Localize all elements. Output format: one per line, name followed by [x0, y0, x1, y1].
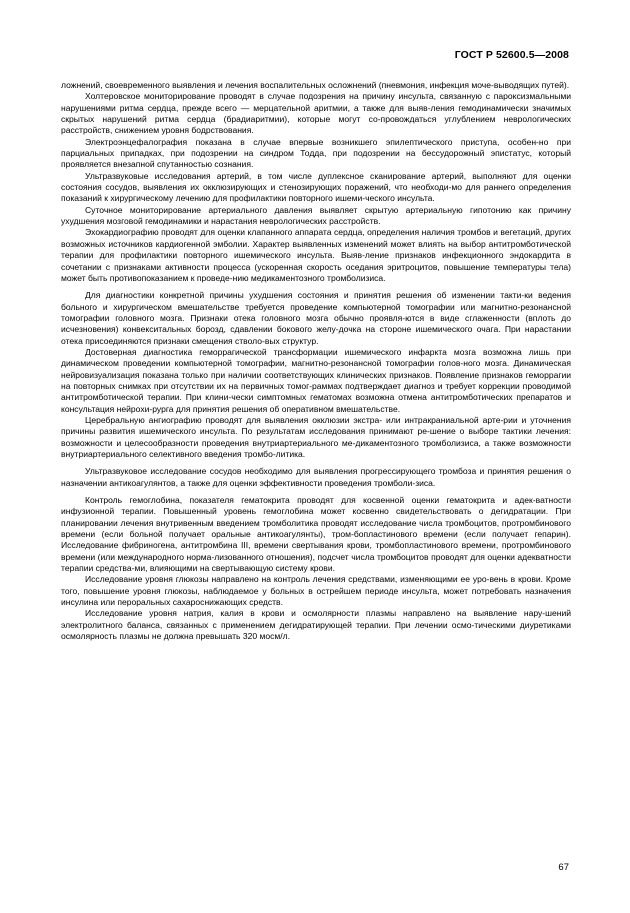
- paragraph-glucose: Исследование уровня глюкозы направлено на контроль лечения средствами, изменяющими ее уро-вень в крови. Кроме того, повышение уровня глюкозы, наблюдаемое у больных в острейшем периоде инсульта, может потребовать назначения инсулина или пероральных сахароснижающих средств.: [61, 574, 571, 608]
- paragraph-ultrasound-arteries: Ультразвуковые исследования артерий, в том числе дуплексное сканирование артерий, выполняют для оценки состояния сосудов, выявления их окклюзирующих и стенозирующих поражений, что необходи-мо для раннего определения показаний к хирургическому лечению для профилактики повторного ишеми-ческого инсульта.: [61, 170, 571, 204]
- paragraph-continuation: ложнений, своевременного выявления и лечения воспалительных осложнений (пневмония, инфекция моче-выводящих путей).: [61, 80, 570, 90]
- paragraph-bp-monitoring: Суточное мониторирование артериального давления выявляет скрытую артериальную гипотонию как причину ухудшения мозговой гемодинамики и нарастания неврологических расстройств.: [61, 204, 571, 227]
- paragraph-vessel-ultrasound: Ультразвуковое исследование сосудов необходимо для выявления прогрессирующего тромбоза и принятия решения о назначении антикоагулянтов, а также для оценки эффективности проведения тромболи-зиса.: [61, 466, 571, 488]
- paragraph-eeg: Электроэнцефалография показана в случае впервые возникшего эпилептического приступа, особен-но при парциальных припадках, при подозрении на синдром Тодда, при подозрении на бессудорожный эпистатус, который проявляется внезапной спутанностью сознания.: [61, 136, 571, 170]
- paragraph-electrolytes: Исследование уровня натрия, калия в крови и осмолярности плазмы направлено на выявление нару-шений электролитного баланса, связанных с применением дегидратирующей терапии. При лечении осмо-тическими диуретиками осмолярность плазмы не должна превышать 320 мосм/л.: [61, 608, 571, 642]
- paragraph-angiography: Церебральную ангиографию проводят для выявления окклюзии экстра- или интракраниальной арте-рии и уточнения причины развития ишемического инсульта. По результатам исследования принимают ре-шение о выборе тактики лечения: возможности и целесообразности проведения внутриартериального ме-дикаментозного тромболизиса, а также возможности внутриартериального селективного введения тромбо-литика.: [61, 414, 571, 459]
- paragraph-ct-mri: Для диагностики конкретной причины ухудшения состояния и принятия решения об изменении такти-ки ведения больного и хирургическом вмешательстве требуется проведение компьютерной томографии или магнитно-резонансной томографии головного мозга. Признаки отека головного мозга обычно проявля-ются в виде сглаженности (вплоть до исчезновения) конвекситальных борозд, сдавлении бокового желу-дочка на стороне ишемического очага. При нарастании отека присоединяются признаки смещения стволо-вых структур.: [61, 290, 571, 346]
- paragraph-holter: Холтеровское мониторирование проводят в случае подозрения на причину инсульта, связанную с пароксизмальными нарушениями ритма сердца, прежде всего — мерцательной аритмии, а также для выяв-ления гемодинамически значимых скрытых нарушений ритма сердца (брадиаритмии), которые могут со-провождаться углублением неврологических расстройств, снижением уровня бодрствования.: [61, 91, 571, 136]
- paragraph-hemoglobin: Контроль гемоглобина, показателя гематокрита проводят для косвенной оценки гематокрита и адек-ватности инфузионной терапии. Повышенный уровень гемоглобина может косвенно свидетельствовать о дегидратации. При планировании лечения внутривенным введением тромболитика проводят исследование числа тромбоцитов, протромбинового времени (если больной получает оральные антикоагулянты), тром-бопластинового времени (если получает гепарин). Исследование фибриногена, антитромбина III, времени свертывания крови, тромбопластинового времени, протромбинового времени (или международного норма-лизованного отношения), подсчет числа тромбоцитов проводят для оценки адекватности терапии средства-ми, влияющими на свертывающую систему крови.: [61, 495, 571, 574]
- paragraph-hemorrhagic-transformation: Достоверная диагностика геморрагической трансформации ишемического инфаркта мозга возможна лишь при динамическом проведении компьютерной томографии, магнитно-резонансной томографии голов-ного мозга. Динамическая нейровизуализация показана только при наличии соответствующих клинических признаков. Появление признаков геморрагии на повторных снимках при отсутствии их на первичных томог-раммах подтверждает диагноз и требует коррекции проводимой антитромботической терапии. При клини-чески симптомных гематомах возможна отмена антитромботических препаратов и консультация нейрохи-рурга для принятия решения об оперативном вмешательстве.: [61, 346, 571, 414]
- standard-header: ГОСТ Р 52600.5—2008: [454, 49, 569, 61]
- paragraph-echocardiography: Эхокардиографию проводят для оценки клапанного аппарата сердца, определения наличия тромбов и вегетаций, других возможных источников кардиогенной эмболии. Характер выявленных изменений может влиять на выбор антитромботической терапии для профилактики повторного ишемического инсульта. Выяв-ление признаков инфекционного эндокардита в сочетании с признаками активности процесса (ускоренная скорость оседания эритроцитов, повышение температуры тела) может быть противопоказанием к проведе-нию медикаментозного тромболизиса.: [61, 227, 571, 283]
- body-text: [61, 80, 571, 643]
- page-number: 67: [558, 862, 569, 873]
